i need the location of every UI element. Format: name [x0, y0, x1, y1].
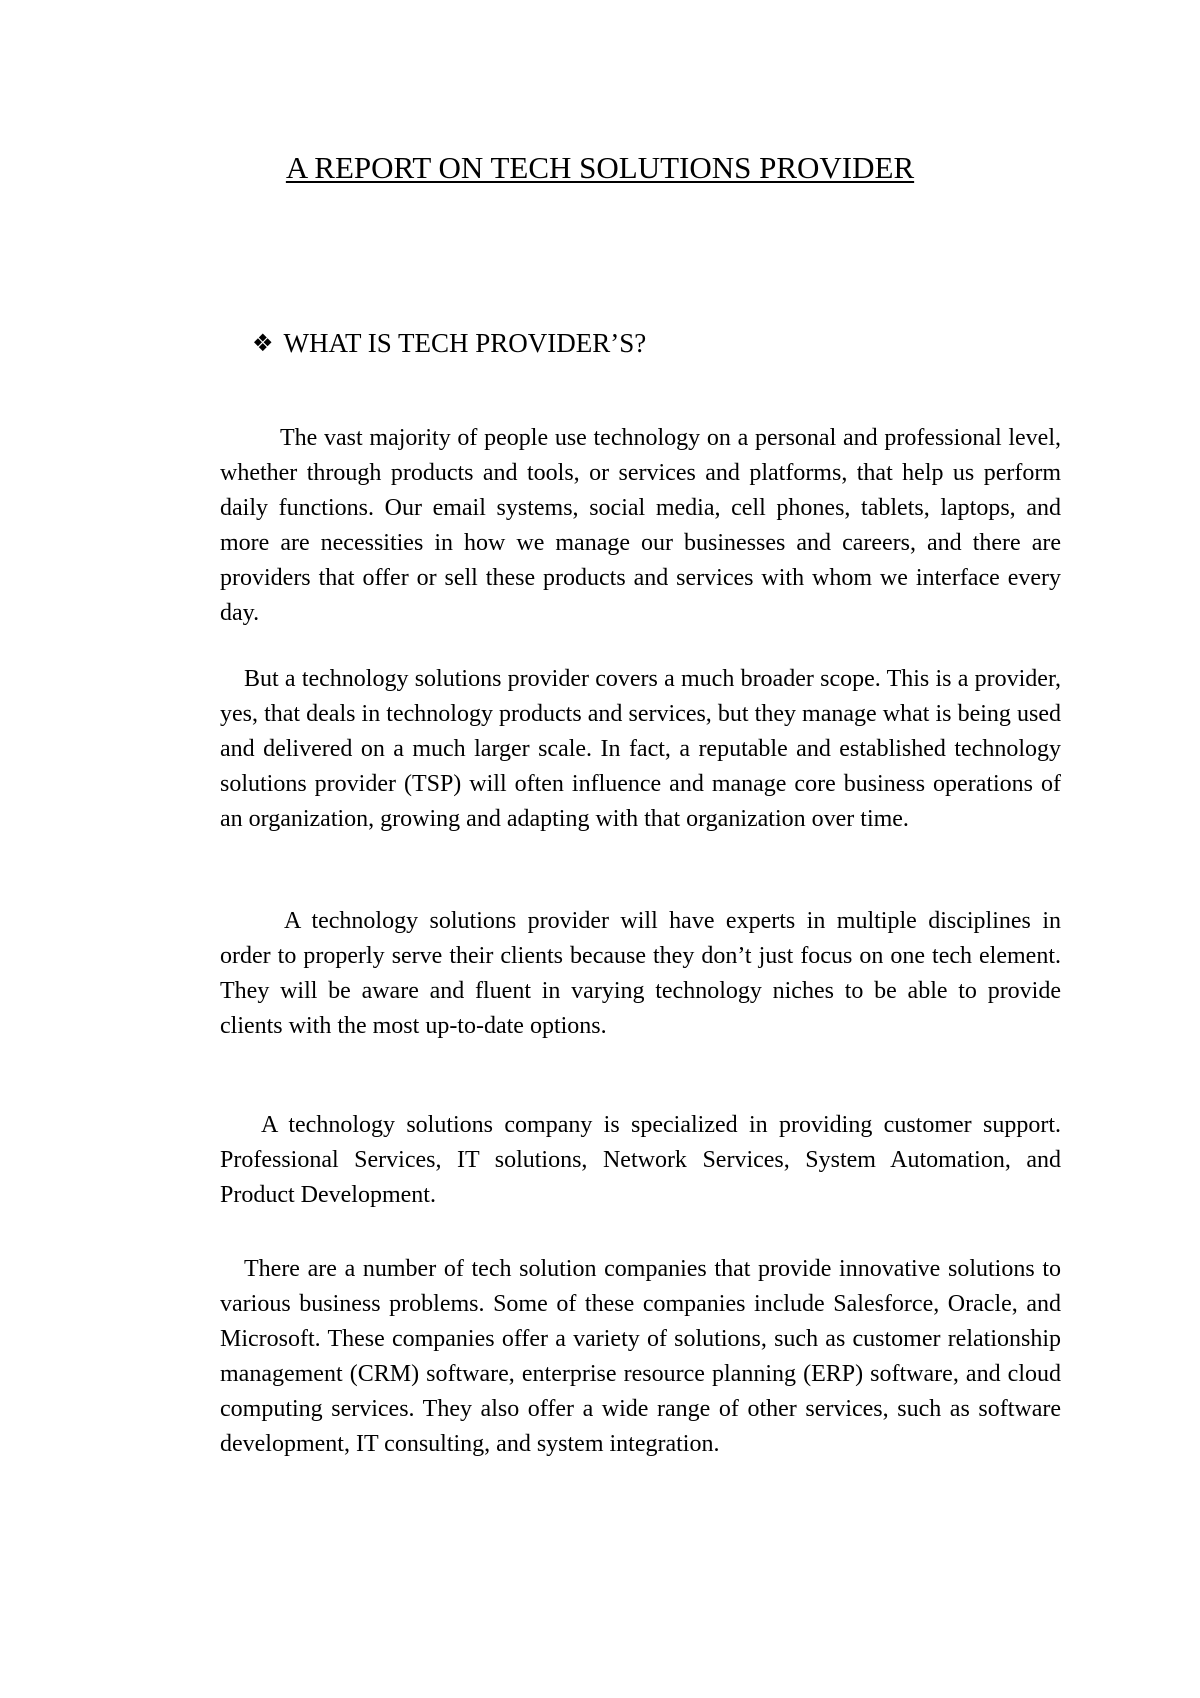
section-heading-text: WHAT IS TECH PROVIDER’S?: [283, 328, 647, 358]
paragraph-intro: The vast majority of people use technology on a personal and professional level, whether through products and tools, or services and platforms, that help us perform daily functions. Our email systems, social media, cell phones, tablets, laptops, and more are necessities in how we manage our businesses and careers, and there are providers that offer or sell these products and services with whom we interface every day.: [220, 425, 1061, 626]
paragraph-broader-scope: But a technology solutions provider covers a much broader scope. This is a provider, yes, that deals in technology products and services, but they manage what is being used and delivered on a much larger scale. In fact, a reputable and established technology solutions provider (TSP) will often influence and manage core business operations of an organization, growing and adapting with that organization over time.: [220, 666, 1061, 832]
section-heading: [252, 327, 646, 360]
paragraph-companies: There are a number of tech solution companies that provide innovative solutions to various business problems. Some of these companies include Salesforce, Oracle, and Microsoft. These companies offer a variety of solutions, such as customer relationship management (CRM) software, enterprise resource planning (ERP) software, and cloud computing services. They also offer a wide range of other services, such as software development, IT consulting, and system integration.: [220, 1256, 1061, 1457]
report-title: A REPORT ON TECH SOLUTIONS PROVIDER: [285, 150, 915, 185]
paragraph-customer-support: A technology solutions company is specialized in providing customer support. Professional Services, IT solutions, Network Services, System Automation, and Product Development.: [220, 1112, 1061, 1208]
diamond-bullet-icon: ❖: [252, 329, 274, 357]
paragraph-experts: A technology solutions provider will have experts in multiple disciplines in order to properly serve their clients because they don’t just focus on one tech element. They will be aware and fluent in varying technology niches to be able to provide clients with the most up-to-date options.: [220, 908, 1061, 1039]
